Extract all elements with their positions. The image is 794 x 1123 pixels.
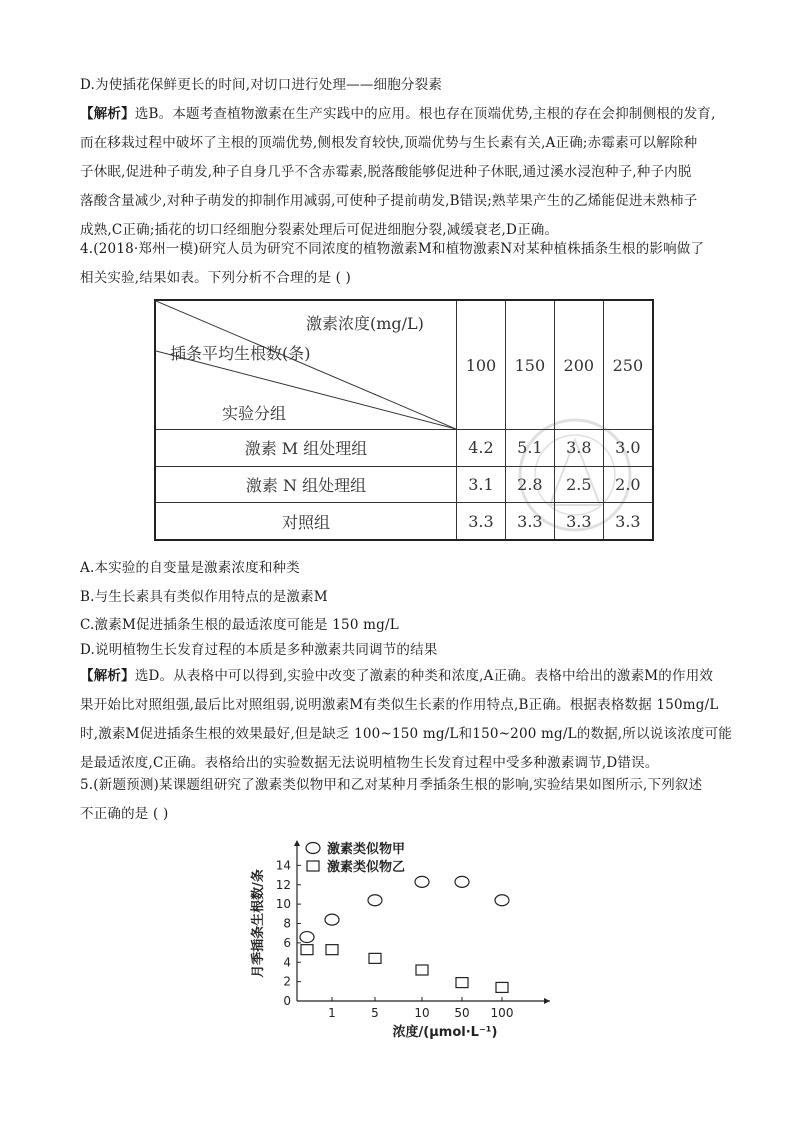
data-point-square bbox=[416, 965, 428, 975]
question-5-stem: 不正确的是 ( ) bbox=[80, 806, 169, 822]
table-cell: 3.3 bbox=[554, 503, 603, 540]
analysis-paragraph-1 bbox=[80, 104, 720, 124]
x-tick-label: 1 bbox=[328, 1006, 336, 1020]
y-axis-arrow bbox=[294, 840, 300, 846]
analysis-text: 落酸含量减少,对种子萌发的抑制作用减弱,可使种子提前萌发,B错误;熟苹果产生的乙烯能促进未熟柿子 bbox=[80, 193, 698, 209]
legend-marker-circle bbox=[306, 843, 320, 854]
x-axis-label: 浓度/(μmol·L⁻¹) bbox=[392, 1025, 498, 1040]
header-group: 实验分组 bbox=[222, 404, 287, 423]
y-tick-label: 10 bbox=[275, 897, 291, 912]
option-d-text: D.为使插花保鲜更长的时间,对切口进行处理——细胞分裂素 bbox=[80, 77, 443, 93]
x-tick-label: 50 bbox=[454, 1006, 470, 1020]
question-5-stem: 5.(新题预测)某课题组研究了激素类似物甲和乙对某种月季插条生根的影响,实验结果如图所示,下列叙述 bbox=[80, 777, 703, 793]
legend-label: 激素类似物甲 bbox=[327, 842, 406, 857]
analysis-text: 时,激素M促进插条生根的效果最好,但是缺乏 100~150 mg/L和150~200 mg/L的数据,所以说该浓度可能 bbox=[80, 726, 732, 742]
table-cell: 4.2 bbox=[457, 430, 506, 467]
y-tick-label: 6 bbox=[283, 935, 291, 950]
table-cell: 3.3 bbox=[505, 503, 554, 540]
y-tick-label: 0 bbox=[283, 994, 291, 1008]
row-label: 激素 M 组处理组 bbox=[155, 430, 457, 467]
y-tick-label: 8 bbox=[283, 916, 291, 931]
data-point-circle bbox=[325, 914, 339, 925]
analysis-text: 是最适浓度,C正确。表格给出的实验数据无法说明植物生长发育过程中受多种激素调节,D错误。 bbox=[80, 755, 659, 771]
table-cell: 3.1 bbox=[457, 466, 506, 503]
option-c: C.激素M促进插条生根的最适浓度可能是 150 mg/L bbox=[80, 617, 399, 633]
header-concentration: 激素浓度(mg/L) bbox=[306, 314, 424, 333]
column-header: 150 bbox=[505, 300, 554, 430]
data-point-circle bbox=[455, 876, 469, 887]
watermark-seal bbox=[510, 395, 640, 555]
column-header: 100 bbox=[457, 300, 506, 430]
analysis-text: 果开始比对照组强,最后比对照组弱,说明激素M有类似生长素的作用特点,B正确。根据表格数据 150mg/L bbox=[80, 697, 719, 713]
analysis-tag: 【解析】 bbox=[80, 668, 135, 684]
y-tick-label: 2 bbox=[283, 974, 291, 989]
option-d: D.说明植物生长发育过程的本质是多种激素共同调节的结果 bbox=[80, 642, 438, 658]
data-point-circle bbox=[495, 895, 509, 906]
question-4-stem: 4.(2018·郑州一模)研究人员为研究不同浓度的植物激素M和植物激素N对某种植株插条生根的影响做了 bbox=[80, 241, 705, 257]
analysis-text: 成熟,C正确;插花的切口经细胞分裂素处理后可促进细胞分裂,减缓衰老,D正确。 bbox=[80, 222, 559, 238]
data-point-square bbox=[369, 953, 381, 963]
data-point-circle bbox=[300, 932, 314, 943]
table-cell: 3.0 bbox=[603, 430, 653, 467]
diagonal-header-cell bbox=[155, 300, 457, 430]
column-header: 250 bbox=[603, 300, 653, 430]
table-cell: 3.3 bbox=[457, 503, 506, 540]
table-cell: 3.3 bbox=[603, 503, 653, 540]
table-cell: 2.8 bbox=[505, 466, 554, 503]
y-tick-label: 4 bbox=[283, 955, 291, 970]
legend-marker-square bbox=[307, 861, 319, 871]
scatter-chart bbox=[240, 836, 560, 1046]
column-header: 200 bbox=[554, 300, 603, 430]
analysis-text: 而在移栽过程中破坏了主根的顶端优势,侧根发育较快,顶端优势与生长素有关,A正确;赤霉素可以解除种 bbox=[80, 135, 698, 151]
data-point-square bbox=[496, 982, 508, 992]
y-tick-label: 12 bbox=[275, 877, 291, 892]
table-cell: 2.0 bbox=[603, 466, 653, 503]
row-label: 对照组 bbox=[155, 503, 457, 540]
analysis-text: 子休眠,促进种子萌发,种子自身几乎不含赤霉素,脱落酸能够促进种子休眠,通过溪水浸泡种子,种子内脱 bbox=[80, 164, 692, 180]
y-tick-label: 14 bbox=[275, 858, 291, 873]
header-root-count: 插条平均生根数(条) bbox=[170, 344, 311, 363]
legend-label: 激素类似物乙 bbox=[327, 860, 406, 875]
data-point-square bbox=[326, 945, 338, 955]
option-a: A.本实验的自变量是激素浓度和种类 bbox=[80, 560, 300, 576]
x-tick-label: 5 bbox=[371, 1006, 379, 1020]
data-point-circle bbox=[415, 876, 429, 887]
x-tick-label: 100 bbox=[490, 1006, 514, 1020]
analysis-tag: 【解析】 bbox=[80, 106, 135, 122]
x-tick-label: 10 bbox=[414, 1006, 430, 1020]
data-point-circle bbox=[368, 895, 382, 906]
y-axis-label: 月季插条生根数/条 bbox=[251, 869, 266, 978]
table-cell: 2.5 bbox=[554, 466, 603, 503]
table-cell: 5.1 bbox=[505, 430, 554, 467]
x-axis-arrow bbox=[544, 998, 550, 1004]
table-cell: 3.8 bbox=[554, 430, 603, 467]
analysis-text: 选D。从表格中可以得到,实验中改变了激素的种类和浓度,A正确。表格中给出的激素M的作用效 bbox=[134, 668, 714, 684]
row-label: 激素 N 组处理组 bbox=[155, 466, 457, 503]
question-4-stem: 相关实验,结果如表。下列分析不合理的是 ( ) bbox=[80, 270, 352, 286]
option-b: B.与生长素具有类似作用特点的是激素M bbox=[80, 589, 328, 605]
data-point-square bbox=[456, 978, 468, 988]
analysis-paragraph-2 bbox=[80, 666, 720, 686]
data-point-square bbox=[301, 945, 313, 955]
analysis-text: 选B。本题考查植物激素在生产实践中的应用。根也存在顶端优势,主根的存在会抑制侧根的发育, bbox=[134, 106, 716, 122]
